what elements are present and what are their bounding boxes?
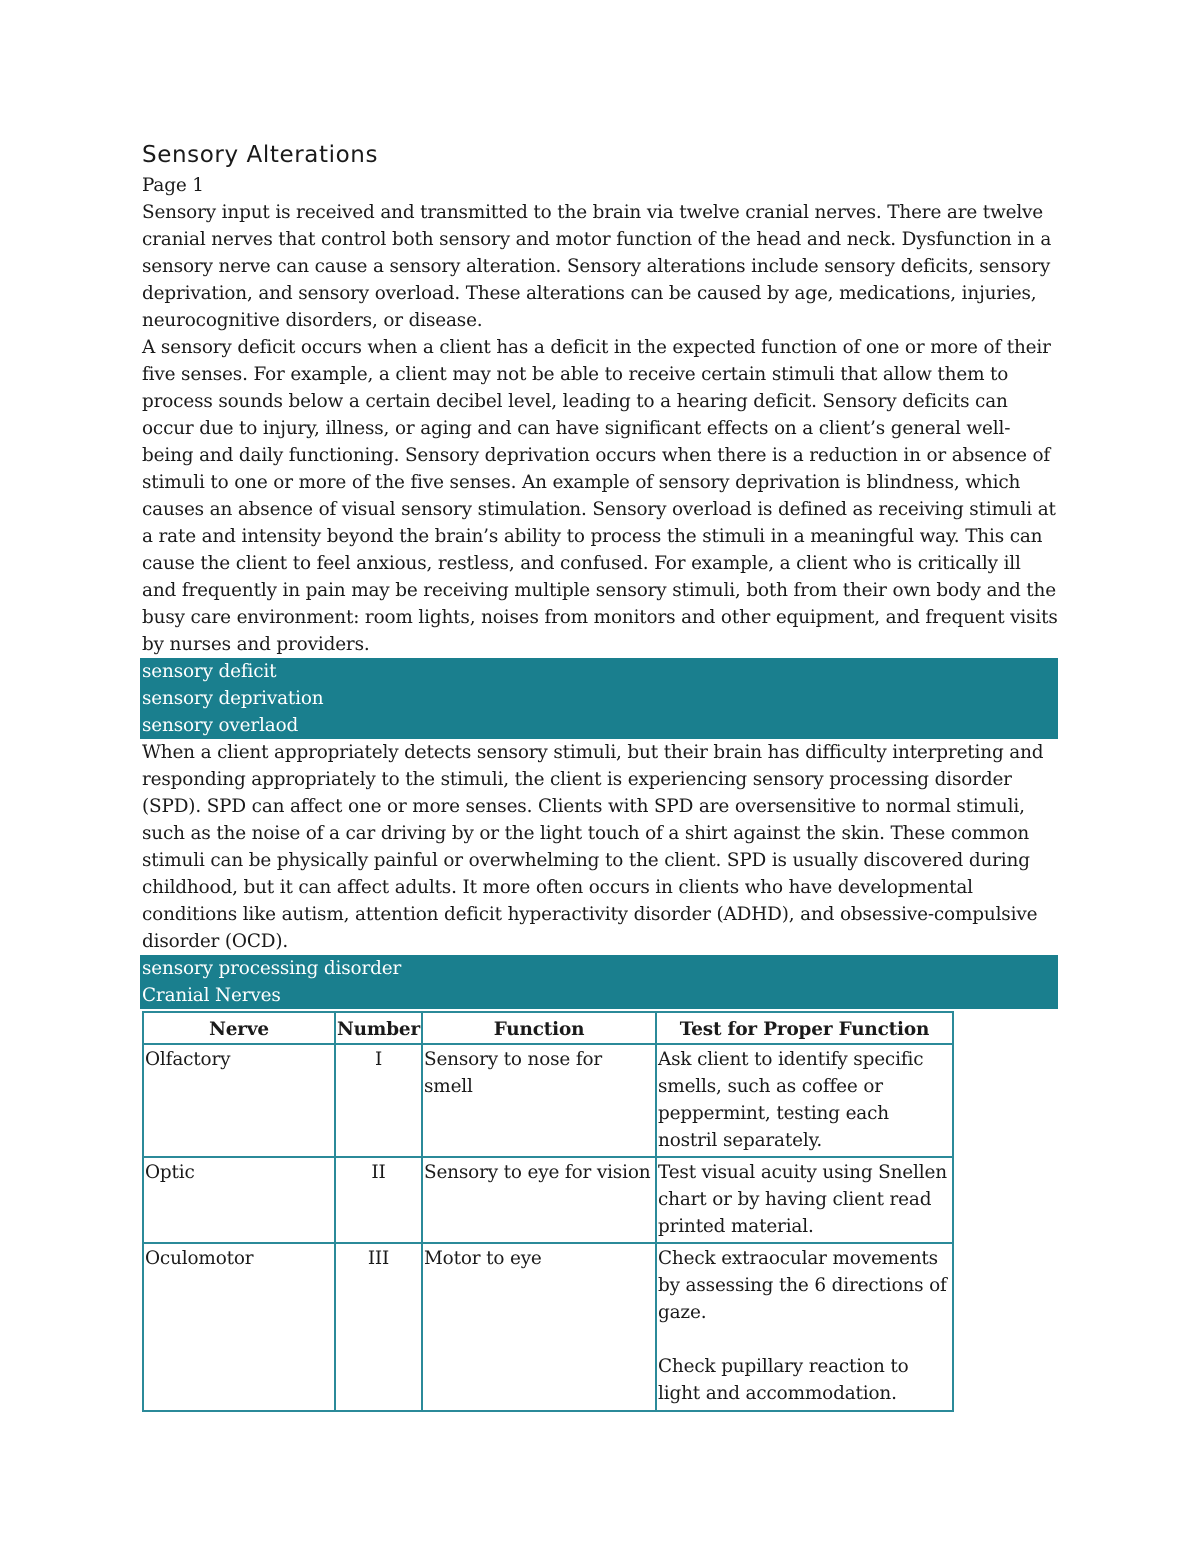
nerve-cell: Optic [143, 1157, 335, 1243]
highlighted-term: Cranial Nerves [142, 985, 281, 1006]
highlighted-term: sensory deprivation [142, 688, 324, 709]
cranial-nerves-table [142, 1011, 954, 1412]
column-header-number: Number [335, 1012, 422, 1044]
highlighted-term: sensory deficit [142, 661, 277, 682]
document-page [142, 138, 1058, 1412]
highlighted-terms-alterations [140, 658, 1058, 739]
highlighted-terms-spd [140, 955, 1058, 1009]
column-header-nerve: Nerve [143, 1012, 335, 1044]
page-label: Page 1 [142, 175, 204, 196]
table-row [143, 1243, 953, 1411]
paragraph-sensory-alterations: A sensory deficit occurs when a client has a deficit in the expected function of one or more of their five senses. For example, a client may not be able to receive certain stimuli that allow them to process sounds below a certain decibel level, leading to a hearing deficit. Sensory deficits can occur due to injury, illness, or aging and can have significant effects on a client’s general well-being and daily functioning. Sensory deprivation occurs when there is a reduction in or absence of stimuli to one or more of the five senses. An example of sensory deprivation is blindness, which causes an absence of visual sensory stimulation. Sensory overload is defined as receiving stimuli at a rate and intensity beyond the brain’s ability to process the stimuli in a meaningful way. This can cause the client to feel anxious, restless, and confused. For example, a client who is critically ill and frequently in pain may be receiving multiple sensory stimuli, both from their own body and the busy care environment: room lights, noises from monitors and other equipment, and frequent visits by nurses and providers. [142, 337, 1058, 655]
paragraph-spd: When a client appropriately detects sensory stimuli, but their brain has difficulty interpreting and responding appropriately to the stimuli, the client is experiencing sensory processing disorder (SPD). SPD can affect one or more senses. Clients with SPD are oversensitive to normal stimuli, such as the noise of a car driving by or the light touch of a shirt against the skin. These common stimuli can be physically painful or overwhelming to the client. SPD is usually discovered during childhood, but it can affect adults. It more often occurs in clients who have developmental conditions like autism, attention deficit hyperactivity disorder (ADHD), and obsessive-compulsive disorder (OCD). [142, 742, 1044, 952]
nerve-cell: Olfactory [143, 1044, 335, 1157]
test-text: Check extraocular movements by assessing the 6 directions of gaze. [658, 1248, 947, 1323]
table-row [143, 1157, 953, 1243]
number-cell: III [335, 1243, 422, 1411]
test-cell-multi [656, 1243, 953, 1411]
function-cell: Sensory to nose for smell [422, 1044, 656, 1157]
number-cell: I [335, 1044, 422, 1157]
column-header-test: Test for Proper Function [656, 1012, 953, 1044]
document-title: Sensory Alterations [142, 142, 379, 168]
nerve-cell: Oculomotor [143, 1243, 335, 1411]
test-cell: Test visual acuity using Snellen chart or by having client read printed material. [656, 1157, 953, 1243]
paragraph-intro: Sensory input is received and transmitted to the brain via twelve cranial nerves. There are twelve cranial nerves that control both sensory and motor function of the head and neck. Dysfunction in a sensory nerve can cause a sensory alteration. Sensory alterations include sensory deficits, sensory deprivation, and sensory overload. These alterations can be caused by age, medications, injuries, neurocognitive disorders, or disease. [142, 202, 1052, 331]
highlighted-term: sensory overlaod [142, 715, 299, 736]
test-cell: Ask client to identify specific smells, such as coffee or peppermint, testing each nostril separately. [656, 1044, 953, 1157]
blank-line [658, 1326, 951, 1353]
table-row [143, 1044, 953, 1157]
test-text: Check pupillary reaction to light and accommodation. [658, 1356, 909, 1404]
table-header-row [143, 1012, 953, 1044]
number-cell: II [335, 1157, 422, 1243]
highlighted-term: sensory processing disorder [142, 958, 402, 979]
function-cell: Sensory to eye for vision [422, 1157, 656, 1243]
function-cell: Motor to eye [422, 1243, 656, 1411]
column-header-function: Function [422, 1012, 656, 1044]
